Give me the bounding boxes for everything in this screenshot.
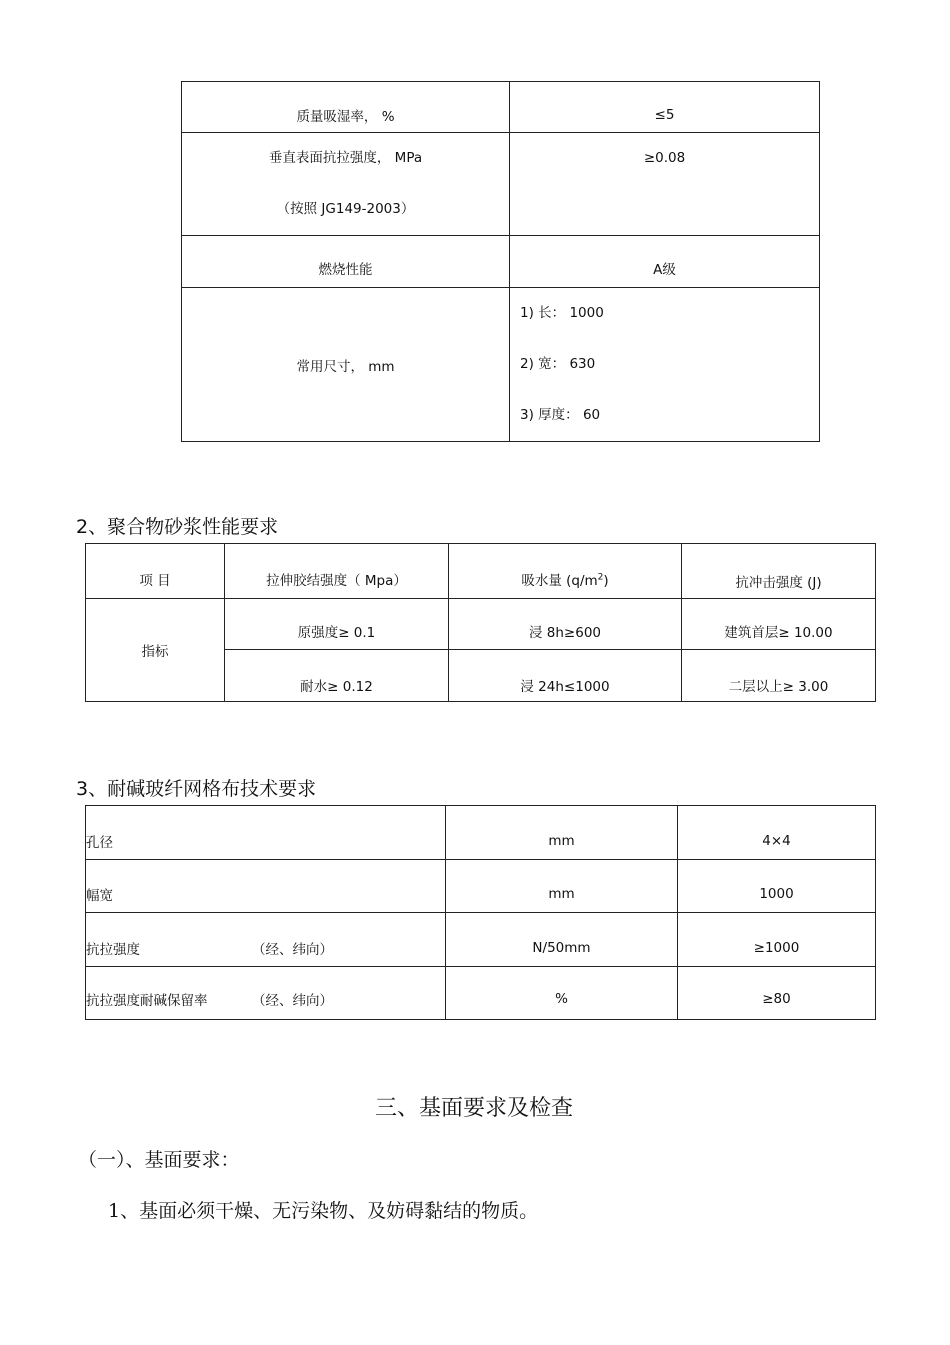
table-row <box>86 806 876 860</box>
table-row <box>182 133 820 236</box>
table-cell-unit: N/50mm <box>446 913 678 967</box>
table-cell-value: ≥80 <box>678 967 876 1020</box>
table-row <box>86 967 876 1020</box>
section-heading: 2、聚合物砂浆性能要求 <box>76 516 279 538</box>
table-cell: 耐水≥ 0.12 <box>225 650 449 702</box>
item-name: 抗拉强度 <box>86 941 140 958</box>
table-cell-name <box>86 806 446 860</box>
label-line: 垂直表面抗拉强度， MPa <box>268 150 423 166</box>
table-row <box>182 82 820 133</box>
table-header-row <box>86 544 876 599</box>
list-item: 1) 长： 1000 <box>520 305 604 321</box>
table-cell: 建筑首层≥ 10.00 <box>682 599 876 650</box>
table-cell-label: 常用尺寸， mm <box>182 288 510 442</box>
mortar-table <box>85 543 876 702</box>
value-text: ≥0.08 <box>643 150 686 166</box>
item-direction: （经、纬向） <box>252 941 333 958</box>
table-row <box>86 913 876 967</box>
chapter-title: 三、基面要求及检查 <box>375 1096 574 1121</box>
table-cell: 浸 24h≤1000 <box>449 650 682 702</box>
table-cell-name <box>86 967 446 1020</box>
header-cell: 拉伸胶结强度（ Mpa） <box>225 544 449 599</box>
requirement-item: 1、基面必须干燥、无污染物、及妨碍黏结的物质。 <box>108 1200 539 1222</box>
table-row <box>182 288 820 442</box>
list-item: 3) 厚度： 60 <box>520 407 601 423</box>
list-item: 2) 宽： 630 <box>520 356 596 372</box>
section-heading: 3、耐碱玻纤网格布技术要求 <box>76 778 317 800</box>
header-cell: 项 目 <box>86 544 225 599</box>
item-name: 幅宽 <box>86 888 113 904</box>
table-cell-name <box>86 860 446 913</box>
table-cell-label <box>182 133 510 236</box>
table-row <box>182 236 820 288</box>
table-cell-value <box>510 288 820 442</box>
table-cell-value: ≤5 <box>510 82 820 133</box>
table-cell: 浸 8h≥600 <box>449 599 682 650</box>
table-cell: 原强度≥ 0.1 <box>225 599 449 650</box>
header-cell: 抗冲击强度 (J) <box>682 544 876 599</box>
table-cell-value: A级 <box>510 236 820 288</box>
item-name: 抗拉强度耐碱保留率 <box>86 993 208 1009</box>
subsection-title: （一）、基面要求： <box>78 1149 240 1171</box>
table-cell-value: 4×4 <box>678 806 876 860</box>
item-direction: （经、纬向） <box>252 993 333 1009</box>
table-cell-value <box>510 133 820 236</box>
label-line: （按照 JG149-2003） <box>276 201 415 217</box>
table-cell-name <box>86 913 446 967</box>
table-cell-value: ≥1000 <box>678 913 876 967</box>
table-cell-label: 燃烧性能 <box>182 236 510 288</box>
properties-table <box>181 81 820 442</box>
table-cell-unit: % <box>446 967 678 1020</box>
table-row <box>86 599 876 650</box>
table-cell-unit: mm <box>446 806 678 860</box>
table-row <box>86 860 876 913</box>
mesh-table <box>85 805 876 1020</box>
header-cell <box>449 544 682 599</box>
header-text: 吸水量 (q/m <box>521 573 598 589</box>
item-name: 孔径 <box>86 834 113 851</box>
table-cell-unit: mm <box>446 860 678 913</box>
table-cell-value: 1000 <box>678 860 876 913</box>
row-label: 指标 <box>86 599 225 702</box>
superscript: 2 <box>597 572 604 583</box>
table-cell-label: 质量吸湿率， % <box>182 82 510 133</box>
table-cell: 二层以上≥ 3.00 <box>682 650 876 702</box>
header-text: ) <box>603 573 609 589</box>
